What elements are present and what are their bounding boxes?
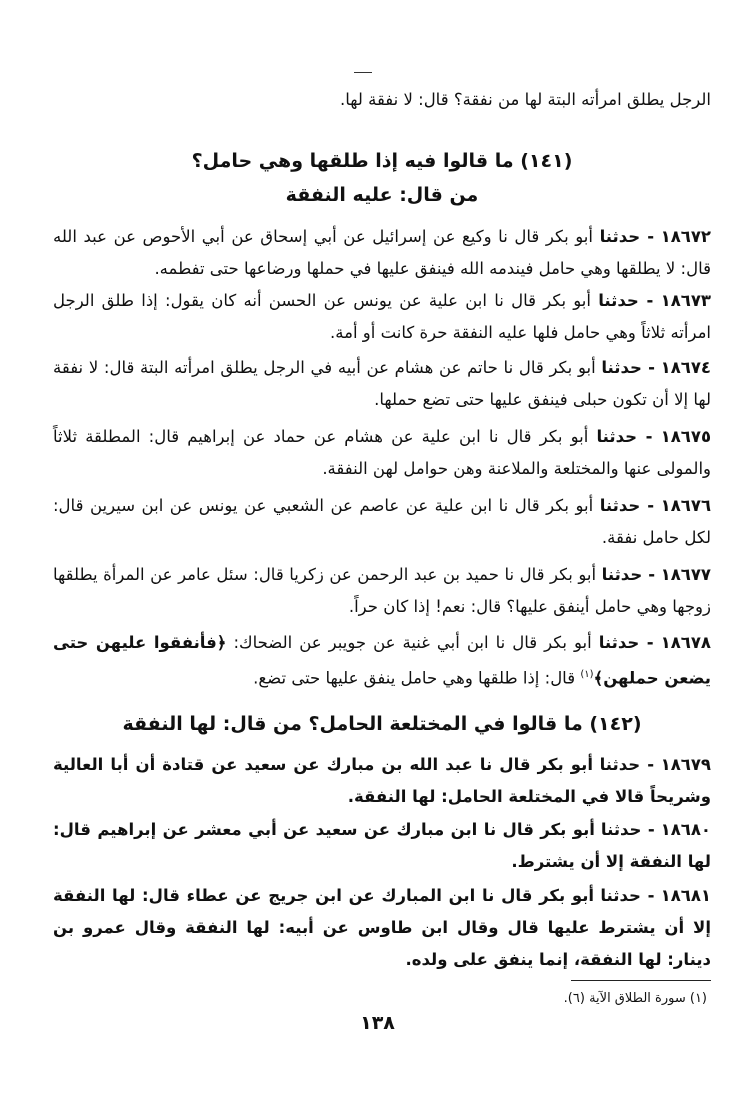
hadith-lead: - حدثنا: [600, 886, 655, 905]
intro-line: الرجل يطلق امرأته البتة لها من نفقة؟ قال: لا نفقة لها.: [339, 90, 711, 109]
hadith-entry: [53, 880, 711, 976]
hadith-text: أبو بكر قال نا حميد بن عبد الرحمن عن زكريا قال: سئل عامر عن المرأة يطلقها زوجها وهي حامل أينفق عليها؟ قال: نعم! إذا كان حراً.: [53, 565, 711, 616]
hadith-text: أبو بكر قال نا ابن علية عن يونس عن الحسن أنه كان يقول: إذا طلق الرجل امرأته ثلاثاً وهي حامل فلها عليه النفقة حرة كانت أو أمة.: [53, 291, 711, 342]
hadith-number: ١٨٦٧٥: [660, 427, 712, 446]
hadith-lead: - حدثنا: [598, 633, 654, 652]
top-divider: [354, 72, 372, 73]
hadith-entry: [53, 221, 711, 285]
hadith-text: أبو بكر قال نا ابن أبي غنية عن جويبر عن الضحاك:: [233, 633, 592, 652]
hadith-entry: [53, 352, 711, 416]
hadith-number: ١٨٦٧٣: [660, 291, 711, 310]
hadith-number: ١٨٦٧٨: [660, 633, 711, 652]
chapter-141-subtitle: من قال: عليه النفقة: [285, 184, 479, 206]
hadith-lead: - حدثنا: [601, 358, 655, 377]
hadith-text: أبو بكر قال نا وكيع عن إسرائيل عن أبي إسحاق عن أبي الأحوص عن عبد الله قال: لا يطلقها وهي حامل فيندمه الله فينفق عليها في حملها ورضاعها حتى تفطمه.: [53, 227, 711, 278]
page-number: ١٣٨: [360, 1012, 395, 1034]
quran-verse: ﴿فأنفقوا عليهن حتى يضعن حملهن﴾: [53, 633, 711, 688]
hadith-text: أبو بكر قال نا ابن علية عن عاصم عن الشعبي عن يونس عن ابن سيرين قال: لكل حامل نفقة.: [53, 496, 711, 547]
chapter-142-title: (١٤٢) ما قالوا في المختلعة الحامل؟ من قال: لها النفقة: [122, 713, 642, 735]
footnote: (١) سورة الطلاق الآية (٦).: [563, 991, 707, 1006]
hadith-number: ١٨٦٧٤: [660, 358, 711, 377]
hadith-text: أبو بكر قال نا ابن علية عن هشام عن حماد عن إبراهيم قال: المطلقة ثلاثاً والمولى عنها والمختلعة والملاعنة وهن حوامل لهن النفقة.: [53, 427, 711, 478]
footnote-divider: [571, 980, 711, 981]
hadith-entry: [53, 559, 711, 623]
hadith-text: أبو بكر قال نا ابن المبارك عن ابن جريج عن عطاء قال: لها النفقة إلا أن يشترط عليها قال وقال ابن طاوس عن أبيه: لها النفقة وقال عمرو بن دينار: لها النفقة، إنما ينفق على ولده.: [53, 886, 711, 969]
hadith-number: ١٨٦٨١: [660, 886, 711, 905]
hadith-lead: - حدثنا: [596, 427, 653, 446]
hadith-text: أبو بكر قال نا عبد الله بن مبارك عن سعيد عن قتادة أن أبا العالية وشريحاً قالا في المختلعة الحامل: لها النفقة.: [53, 755, 711, 806]
hadith-lead: - حدثنا: [599, 496, 655, 515]
hadith-lead: - حدثنا: [601, 565, 656, 584]
hadith-number: ١٨٦٧٩: [660, 755, 711, 774]
chapter-141-title: (١٤١) ما قالوا فيه إذا طلقها وهي حامل؟: [191, 150, 573, 172]
hadith-text: أبو بكر قال نا حاتم عن هشام عن أبيه في الرجل يطلق امرأته البتة قال: لا نفقة لها إلا أن تكون حبلى فينفق عليها حتى تضع حملها.: [53, 358, 711, 409]
hadith-lead: - حدثنا: [599, 755, 655, 774]
hadith-text-continued: قال: إذا طلقها وهي حامل ينفق عليها حتى تضع.: [253, 668, 576, 688]
intro-text: [53, 84, 711, 116]
hadith-number: ١٨٦٧٧: [660, 565, 711, 584]
hadith-entry: [53, 285, 711, 349]
hadith-number: ١٨٦٨٠: [660, 820, 711, 839]
hadith-text: أبو بكر قال نا ابن مبارك عن سعيد عن أبي معشر عن إبراهيم قال: لها النفقة إلا أن يشترط.: [53, 820, 711, 871]
hadith-entry: [53, 421, 711, 485]
hadith-number: ١٨٦٧٢: [660, 227, 711, 246]
hadith-lead: - حدثنا: [599, 227, 655, 246]
hadith-entry: [53, 627, 711, 695]
hadith-lead: - حدثنا: [600, 820, 655, 839]
hadith-entry: [53, 490, 711, 554]
hadith-entry: [53, 749, 711, 813]
hadith-number: ١٨٦٧٦: [660, 496, 712, 515]
footnote-marker[interactable]: (١): [580, 669, 594, 680]
hadith-entry: [53, 814, 711, 878]
hadith-lead: - حدثنا: [598, 291, 654, 310]
